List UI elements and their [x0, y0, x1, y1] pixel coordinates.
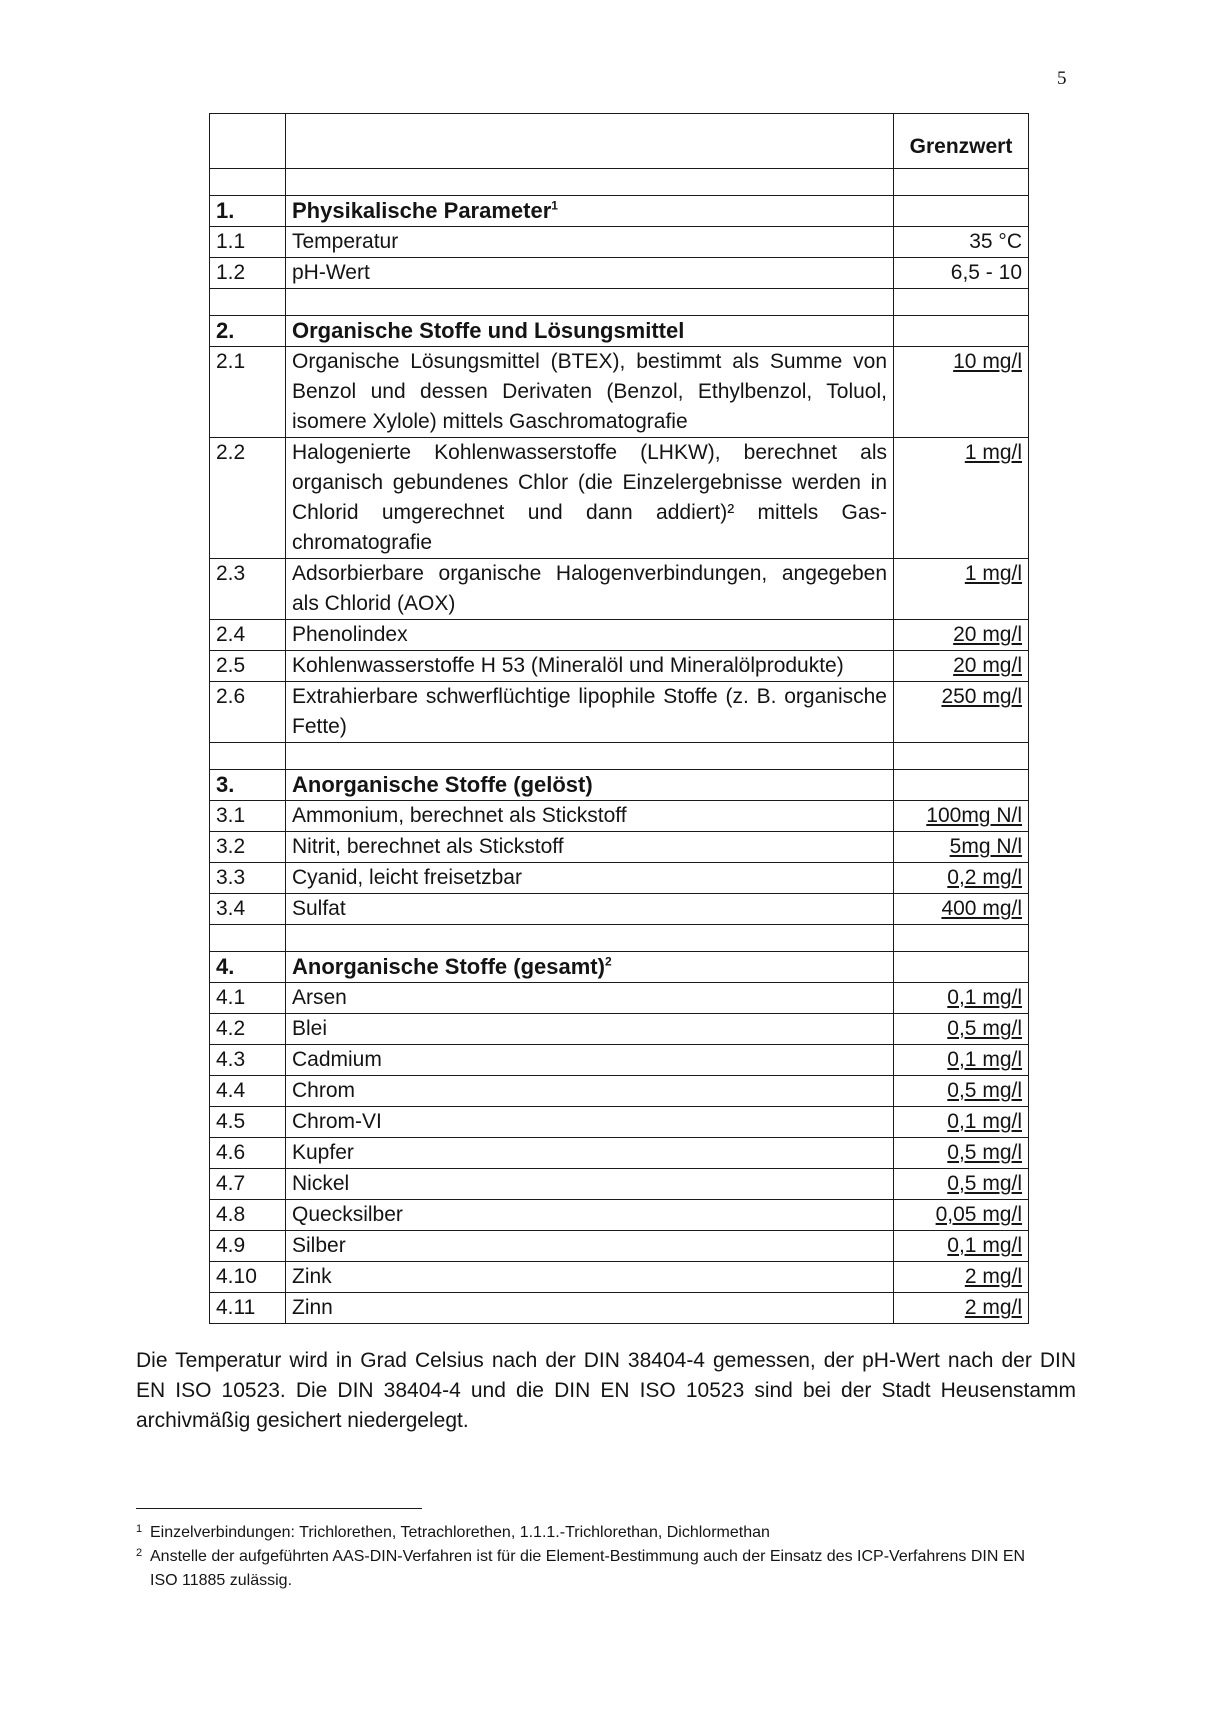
section-row: [210, 196, 1029, 227]
item-parameter: Kupfer: [286, 1138, 894, 1169]
table-row: [210, 227, 1029, 258]
header-empty-text: [286, 114, 894, 169]
section-row: [210, 952, 1029, 983]
limit-value-text: 0,5 mg/l: [947, 1141, 1022, 1164]
table-row: [210, 1293, 1029, 1324]
item-limit-value: [894, 347, 1029, 438]
limit-value-text: 5mg N/l: [949, 835, 1022, 858]
item-number: 4.3: [210, 1045, 286, 1076]
item-parameter: Cadmium: [286, 1045, 894, 1076]
table-header-row: [210, 114, 1029, 169]
item-limit-value: [894, 801, 1029, 832]
table-row: [210, 258, 1029, 289]
spacer-row: [210, 289, 1029, 316]
spacer-row: [210, 925, 1029, 952]
footnote-text: Einzelverbindungen: Trichlorethen, Tetrachlorethen, 1.1.1.-Trichlorethan, Dichlormethan: [150, 1524, 770, 1541]
item-limit-value: [894, 1200, 1029, 1231]
limit-value-text: 0,1 mg/l: [947, 1110, 1022, 1133]
spacer-cell: [210, 925, 286, 952]
item-number: 2.5: [210, 651, 286, 682]
section-title: [286, 316, 894, 347]
header-grenzwert: Grenzwert: [894, 114, 1029, 169]
footnote-divider: [136, 1508, 422, 1509]
item-limit-value: [894, 1169, 1029, 1200]
table-row: [210, 1231, 1029, 1262]
limit-value-text: 0,05 mg/l: [935, 1203, 1022, 1226]
page-number: 5: [1057, 68, 1067, 89]
limit-value-text: 2 mg/l: [964, 1265, 1022, 1288]
item-number: 4.7: [210, 1169, 286, 1200]
limit-value-text: 100mg N/l: [926, 804, 1022, 827]
limit-value-text: 1 mg/l: [964, 562, 1022, 585]
limit-value-text: 0,2 mg/l: [947, 866, 1022, 889]
table-row: [210, 983, 1029, 1014]
item-limit-value: [894, 1262, 1029, 1293]
header-empty-num: [210, 114, 286, 169]
item-parameter: Chrom: [286, 1076, 894, 1107]
table-row: [210, 1169, 1029, 1200]
item-number: 4.1: [210, 983, 286, 1014]
footnote-ref: 2: [604, 954, 612, 969]
measurement-note: Die Temperatur wird in Grad Celsius nach der DIN 38404-4 gemessen, der pH-Wert nach der DIN EN ISO 10523. Die DIN 38404-4 und die DIN EN ISO 10523 sind bei der Stadt Heusenstamm archivmäßig gesichert niedergelegt.: [136, 1349, 1076, 1432]
item-number: 4.10: [210, 1262, 286, 1293]
table-row: [210, 682, 1029, 743]
item-parameter: Chrom-VI: [286, 1107, 894, 1138]
item-parameter: Kohlenwasserstoffe H 53 (Mineralöl und Mineralölprodukte): [286, 651, 894, 682]
limit-value-text: 400 mg/l: [941, 897, 1022, 920]
item-limit-value: [894, 1014, 1029, 1045]
table-row: [210, 1262, 1029, 1293]
item-limit-value: [894, 1045, 1029, 1076]
item-limit-value: [894, 1076, 1029, 1107]
item-limit-value: [894, 682, 1029, 743]
limit-value-text: 250 mg/l: [941, 685, 1022, 708]
item-parameter: Arsen: [286, 983, 894, 1014]
item-number: 4.6: [210, 1138, 286, 1169]
section-value-empty: [894, 770, 1029, 801]
item-limit-value: [894, 620, 1029, 651]
section-number: 1.: [210, 196, 286, 227]
item-number: 3.2: [210, 832, 286, 863]
item-number: 1.2: [210, 258, 286, 289]
section-row: [210, 316, 1029, 347]
section-row: [210, 770, 1029, 801]
limit-value-text: 20 mg/l: [953, 654, 1022, 677]
item-parameter: Silber: [286, 1231, 894, 1262]
limit-value-text: 35 °C: [969, 230, 1022, 253]
item-parameter: Cyanid, leicht freisetzbar: [286, 863, 894, 894]
spacer-cell: [894, 169, 1029, 196]
table-row: [210, 1045, 1029, 1076]
item-number: 2.2: [210, 438, 286, 559]
item-parameter: Zink: [286, 1262, 894, 1293]
item-parameter: Halogenierte Kohlenwasserstoffe (LHKW), berechnet als organisch gebundenes Chlor (die Einzelergebnisse werden in Chlorid umgerechnet und dann addiert)² mittels Gas-chromatografie: [286, 438, 894, 559]
item-parameter: Sulfat: [286, 894, 894, 925]
item-parameter: Organische Lösungsmittel (BTEX), bestimmt als Summe von Benzol und dessen Derivaten (Benzol, Ethylbenzol, Toluol, isomere Xylole) mittels Gaschromatografie: [286, 347, 894, 438]
spacer-cell: [210, 289, 286, 316]
item-limit-value: [894, 651, 1029, 682]
limit-value-text: 0,1 mg/l: [947, 1048, 1022, 1071]
item-parameter: Adsorbierbare organische Halogenverbindungen, angegeben als Chlorid (AOX): [286, 559, 894, 620]
item-limit-value: [894, 1231, 1029, 1262]
footnote: [136, 1521, 1036, 1545]
table-row: [210, 651, 1029, 682]
footnote: [136, 1545, 1036, 1593]
spacer-row: [210, 743, 1029, 770]
table-row: [210, 438, 1029, 559]
item-limit-value: [894, 559, 1029, 620]
table-row: [210, 559, 1029, 620]
section-value-empty: [894, 316, 1029, 347]
section-value-empty: [894, 196, 1029, 227]
spacer-cell: [286, 169, 894, 196]
table-body: [210, 169, 1029, 1324]
item-limit-value: [894, 438, 1029, 559]
item-number: 1.1: [210, 227, 286, 258]
limit-value-text: 1 mg/l: [964, 441, 1022, 464]
item-parameter: Extrahierbare schwerflüchtige lipophile Stoffe (z. B. organische Fette): [286, 682, 894, 743]
footnote-text: Anstelle der aufgeführten AAS-DIN-Verfahren ist für die Element-Bestimmung auch der Einsatz des ICP-Verfahrens DIN EN ISO 11885 zulässig.: [150, 1548, 1026, 1589]
item-parameter: pH-Wert: [286, 258, 894, 289]
spacer-cell: [286, 743, 894, 770]
item-number: 4.5: [210, 1107, 286, 1138]
item-number: 2.3: [210, 559, 286, 620]
section-title: [286, 952, 894, 983]
item-number: 3.1: [210, 801, 286, 832]
item-limit-value: [894, 863, 1029, 894]
spacer-cell: [286, 925, 894, 952]
limit-value-text: 0,5 mg/l: [947, 1017, 1022, 1040]
section-title-text: Anorganische Stoffe (gesamt): [292, 954, 605, 979]
item-parameter: Phenolindex: [286, 620, 894, 651]
item-number: 4.2: [210, 1014, 286, 1045]
section-number: 4.: [210, 952, 286, 983]
spacer-cell: [894, 925, 1029, 952]
section-title: [286, 770, 894, 801]
spacer-row: [210, 169, 1029, 196]
table-row: [210, 1076, 1029, 1107]
section-number: 3.: [210, 770, 286, 801]
limit-value-text: 20 mg/l: [953, 623, 1022, 646]
table-row: [210, 894, 1029, 925]
section-number: 2.: [210, 316, 286, 347]
footnote-mark: 1: [136, 1523, 143, 1535]
item-parameter: Quecksilber: [286, 1200, 894, 1231]
item-parameter: Blei: [286, 1014, 894, 1045]
item-limit-value: [894, 1107, 1029, 1138]
item-limit-value: [894, 1138, 1029, 1169]
table-row: [210, 801, 1029, 832]
item-number: 3.3: [210, 863, 286, 894]
footnote-ref: 1: [551, 198, 558, 213]
table-row: [210, 620, 1029, 651]
table-row: [210, 1107, 1029, 1138]
footnote-mark: 2: [136, 1547, 143, 1559]
spacer-cell: [286, 289, 894, 316]
limit-value-text: 0,1 mg/l: [947, 986, 1022, 1009]
item-number: 2.4: [210, 620, 286, 651]
footnotes: [136, 1521, 1036, 1593]
item-limit-value: [894, 227, 1029, 258]
item-parameter: Temperatur: [286, 227, 894, 258]
item-number: 4.9: [210, 1231, 286, 1262]
item-limit-value: [894, 894, 1029, 925]
limit-value-text: 10 mg/l: [953, 350, 1022, 373]
item-number: 3.4: [210, 894, 286, 925]
section-title-text: Physikalische Parameter: [292, 198, 552, 223]
limit-value-text: 0,1 mg/l: [947, 1234, 1022, 1257]
section-value-empty: [894, 952, 1029, 983]
section-title-text: Organische Stoffe und Lösungsmittel: [292, 318, 685, 343]
spacer-cell: [210, 743, 286, 770]
item-number: 2.1: [210, 347, 286, 438]
table-row: [210, 863, 1029, 894]
table-row: [210, 1200, 1029, 1231]
section-title-text: Anorganische Stoffe (gelöst): [292, 772, 593, 797]
item-parameter: Zinn: [286, 1293, 894, 1324]
item-number: 4.8: [210, 1200, 286, 1231]
item-parameter: Nickel: [286, 1169, 894, 1200]
limit-value-text: 0,5 mg/l: [947, 1079, 1022, 1102]
item-number: 4.11: [210, 1293, 286, 1324]
limit-value-text: 0,5 mg/l: [947, 1172, 1022, 1195]
item-number: 4.4: [210, 1076, 286, 1107]
item-limit-value: [894, 258, 1029, 289]
table-row: [210, 1138, 1029, 1169]
limit-values-table: [209, 113, 1029, 1324]
spacer-cell: [894, 743, 1029, 770]
item-limit-value: [894, 832, 1029, 863]
item-limit-value: [894, 983, 1029, 1014]
table-row: [210, 347, 1029, 438]
section-title: [286, 196, 894, 227]
item-parameter: Ammonium, berechnet als Stickstoff: [286, 801, 894, 832]
item-parameter: Nitrit, berechnet als Stickstoff: [286, 832, 894, 863]
item-number: 2.6: [210, 682, 286, 743]
limit-value-text: 6,5 - 10: [950, 261, 1022, 284]
item-limit-value: [894, 1293, 1029, 1324]
table-row: [210, 832, 1029, 863]
table-row: [210, 1014, 1029, 1045]
spacer-cell: [894, 289, 1029, 316]
spacer-cell: [210, 169, 286, 196]
limit-value-text: 2 mg/l: [964, 1296, 1022, 1319]
